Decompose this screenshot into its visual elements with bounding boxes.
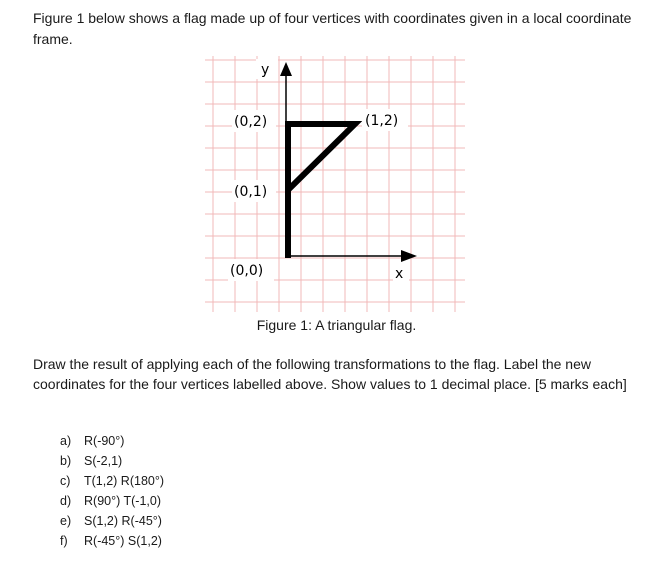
question-text: R(-90°) <box>84 434 125 448</box>
question-label: f) <box>60 534 68 548</box>
list-item <box>60 511 164 531</box>
vertex-label-0-1: (0,1) <box>234 184 268 200</box>
list-item <box>60 471 164 491</box>
figure-caption: Figure 1: A triangular flag. <box>256 317 417 333</box>
vertex-label-0-0: (0,0) <box>230 263 264 279</box>
question-label: a) <box>60 434 72 448</box>
question-text: R(90°) T(-1,0) <box>84 494 162 508</box>
flag-diagram <box>205 56 465 312</box>
flag-figure <box>205 56 465 312</box>
list-item <box>60 531 164 551</box>
question-label: c) <box>60 474 71 488</box>
x-axis-label: x <box>395 266 404 282</box>
question-list <box>60 431 164 551</box>
question-text: S(1,2) R(-45°) <box>84 514 162 528</box>
question-text: S(-2,1) <box>84 454 123 468</box>
x-axis-arrowhead <box>401 250 417 262</box>
cropped-previous-line <box>0 0 653 4</box>
question-label: e) <box>60 514 72 528</box>
list-item <box>60 451 164 471</box>
question-text: T(1,2) R(180°) <box>84 474 165 488</box>
y-axis-label: y <box>261 62 270 78</box>
question-text: R(-45°) S(1,2) <box>84 534 162 548</box>
vertex-label-1-2: (1,2) <box>365 113 399 129</box>
question-label: b) <box>60 454 72 468</box>
y-axis-arrowhead <box>280 62 292 76</box>
list-item <box>60 431 164 451</box>
question-label: d) <box>60 494 72 508</box>
list-item <box>60 491 164 511</box>
vertex-label-0-2: (0,2) <box>234 114 268 130</box>
instructions-paragraph: Draw the result of applying each of the following transformations to the flag. Label the new coordinates for the four vertices labelled above. Show values to 1 decimal place. [5 marks each] <box>33 356 627 392</box>
intro-paragraph: Figure 1 below shows a flag made up of four vertices with coordinates given in a local coordinate frame. <box>33 10 632 47</box>
